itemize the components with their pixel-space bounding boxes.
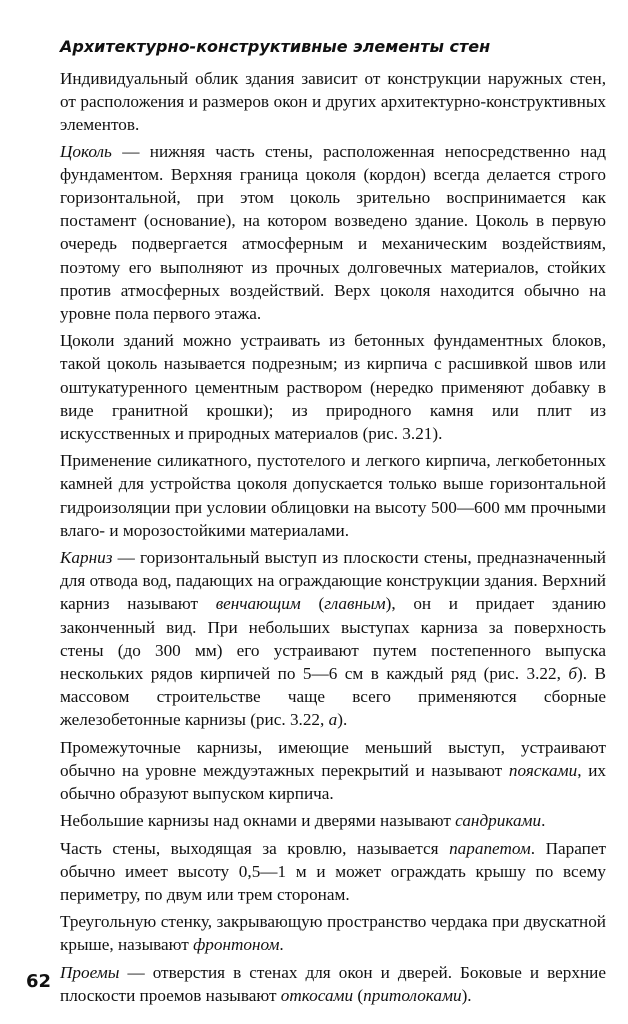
paragraph-sandrik <box>60 809 606 832</box>
figure-ref-b: б <box>568 664 578 684</box>
paragraph-openings-text-c: ). <box>461 985 472 1005</box>
paragraph-brick-usage: Применение силикатного, пустотелого и легкого кирпича, легкобетонных камней для устройства цоколя допускается только выше горизонтальной гидроизоляции при условии облицовки на высоту 500—600 мм прочными влаго- и морозостойкими материалами. <box>60 451 606 540</box>
paragraph-sandrik-text-a: Небольшие карнизы над окнами и дверями называют <box>60 811 456 831</box>
figure-ref-a: а <box>328 710 338 730</box>
term-sandrik: сандриками <box>455 811 542 831</box>
paragraph-openings-text-a: — отверстия в стенах для окон и дверей. Боковые и верхние плоскости проемов называют <box>60 962 606 1005</box>
paragraph-cornice-text-a: — горизонтальный выступ из плоскости стены, предназначенный для отвода вод, падающих на ограждающие конструкции здания. Верхний карниз называют <box>60 548 606 614</box>
paragraph-pediment-text-b: . <box>279 935 284 955</box>
paragraph-intermediate-cornice <box>60 736 606 806</box>
page-body <box>60 36 606 1011</box>
paragraph-intro: Индивидуальный облик здания зависит от конструкции наружных стен, от расположения и размеров окон и других архитектурно-конструктивных элементов. <box>60 69 606 135</box>
paragraph-parapet-text-a: Часть стены, выходящая за кровлю, называется <box>60 838 450 858</box>
paragraph-sandrik-text-b: . <box>541 811 546 831</box>
section-heading: Архитектурно-конструктивные элементы стен <box>60 37 491 56</box>
paragraph-cornice-text-e: ). <box>337 710 348 730</box>
term-openings: Проемы <box>60 962 120 982</box>
paragraph-cornice-text-b: ( <box>300 594 325 614</box>
paragraph-cornice-text-c: ), он и придает зданию законченный вид. При небольших выступах карниза за поверхность стены (до 300 мм) его устраивают путем постепенного выпуска нескольких рядов кирпичей по 5—6 см в каждый ряд (рис. 3.22, <box>60 594 606 684</box>
paragraph-parapet-text-b: . Парапет обычно имеет высоту 0,5—1 м и может ограждать крышу по всему периметру, по двум или трем сторонам. <box>60 838 606 904</box>
term-pediment: фронтоном <box>193 935 280 955</box>
paragraph-openings <box>60 961 606 1007</box>
term-plinth: Цоколь <box>60 141 112 161</box>
paragraph-parapet <box>60 837 606 907</box>
paragraph-openings-text-b: ( <box>353 985 364 1005</box>
paragraph-intermediate-text-a: Промежуточные карнизы, имеющие меньший выступ, устраивают обычно на уровне междуэтажных перекрытий и называют <box>60 737 606 780</box>
term-parapet: парапетом <box>449 838 531 858</box>
paragraph-pediment-text-a: Треугольную стенку, закрывающую пространство чердака при двускатной крыше, называют <box>60 912 606 955</box>
paragraph-plinth-text: — нижняя часть стены, расположенная непосредственно над фундаментом. Верхняя граница цоколя (кордон) всегда делается строго горизонтальной, при этом цоколь зрительно воспринимается как постамент (основание), на котором возведено здание. Цоколь в первую очередь подвергается атмосферным и механическим воздействиям, поэтому его выполняют из прочных долговечных материалов, стойких против атмосферных воздействий. Верх цоколя находится обычно на уровне пола первого этажа. <box>60 141 606 324</box>
paragraph-plinth <box>60 140 606 326</box>
term-lintels: притолоками <box>363 985 462 1005</box>
page-number: 62 <box>26 971 52 992</box>
term-main: главным <box>324 594 386 614</box>
term-cornice: Карниз <box>60 548 113 568</box>
paragraph-cornice <box>60 546 606 732</box>
paragraph-pediment <box>60 910 606 956</box>
term-belts: поясками <box>508 760 578 780</box>
term-slopes: откосами <box>280 985 354 1005</box>
paragraph-plinth-materials: Цоколи зданий можно устраивать из бетонных фундаментных блоков, такой цоколь называется подрезным; из кирпича с расшивкой швов или оштукатуренного цементным раствором (нередко применяют добавку в виде гранитной крошки); из природного камня или плит из искусственных и природных материалов (рис. 3.21). <box>60 331 606 444</box>
paragraph-intermediate-text-b: , их обычно образуют выпуском кирпича. <box>60 760 607 804</box>
term-crowning: венчающим <box>215 594 301 614</box>
paragraph-cornice-text-d: ). В массовом строительстве чаще всего применяются сборные железобетонные карнизы (рис. 3.22, <box>60 664 607 730</box>
